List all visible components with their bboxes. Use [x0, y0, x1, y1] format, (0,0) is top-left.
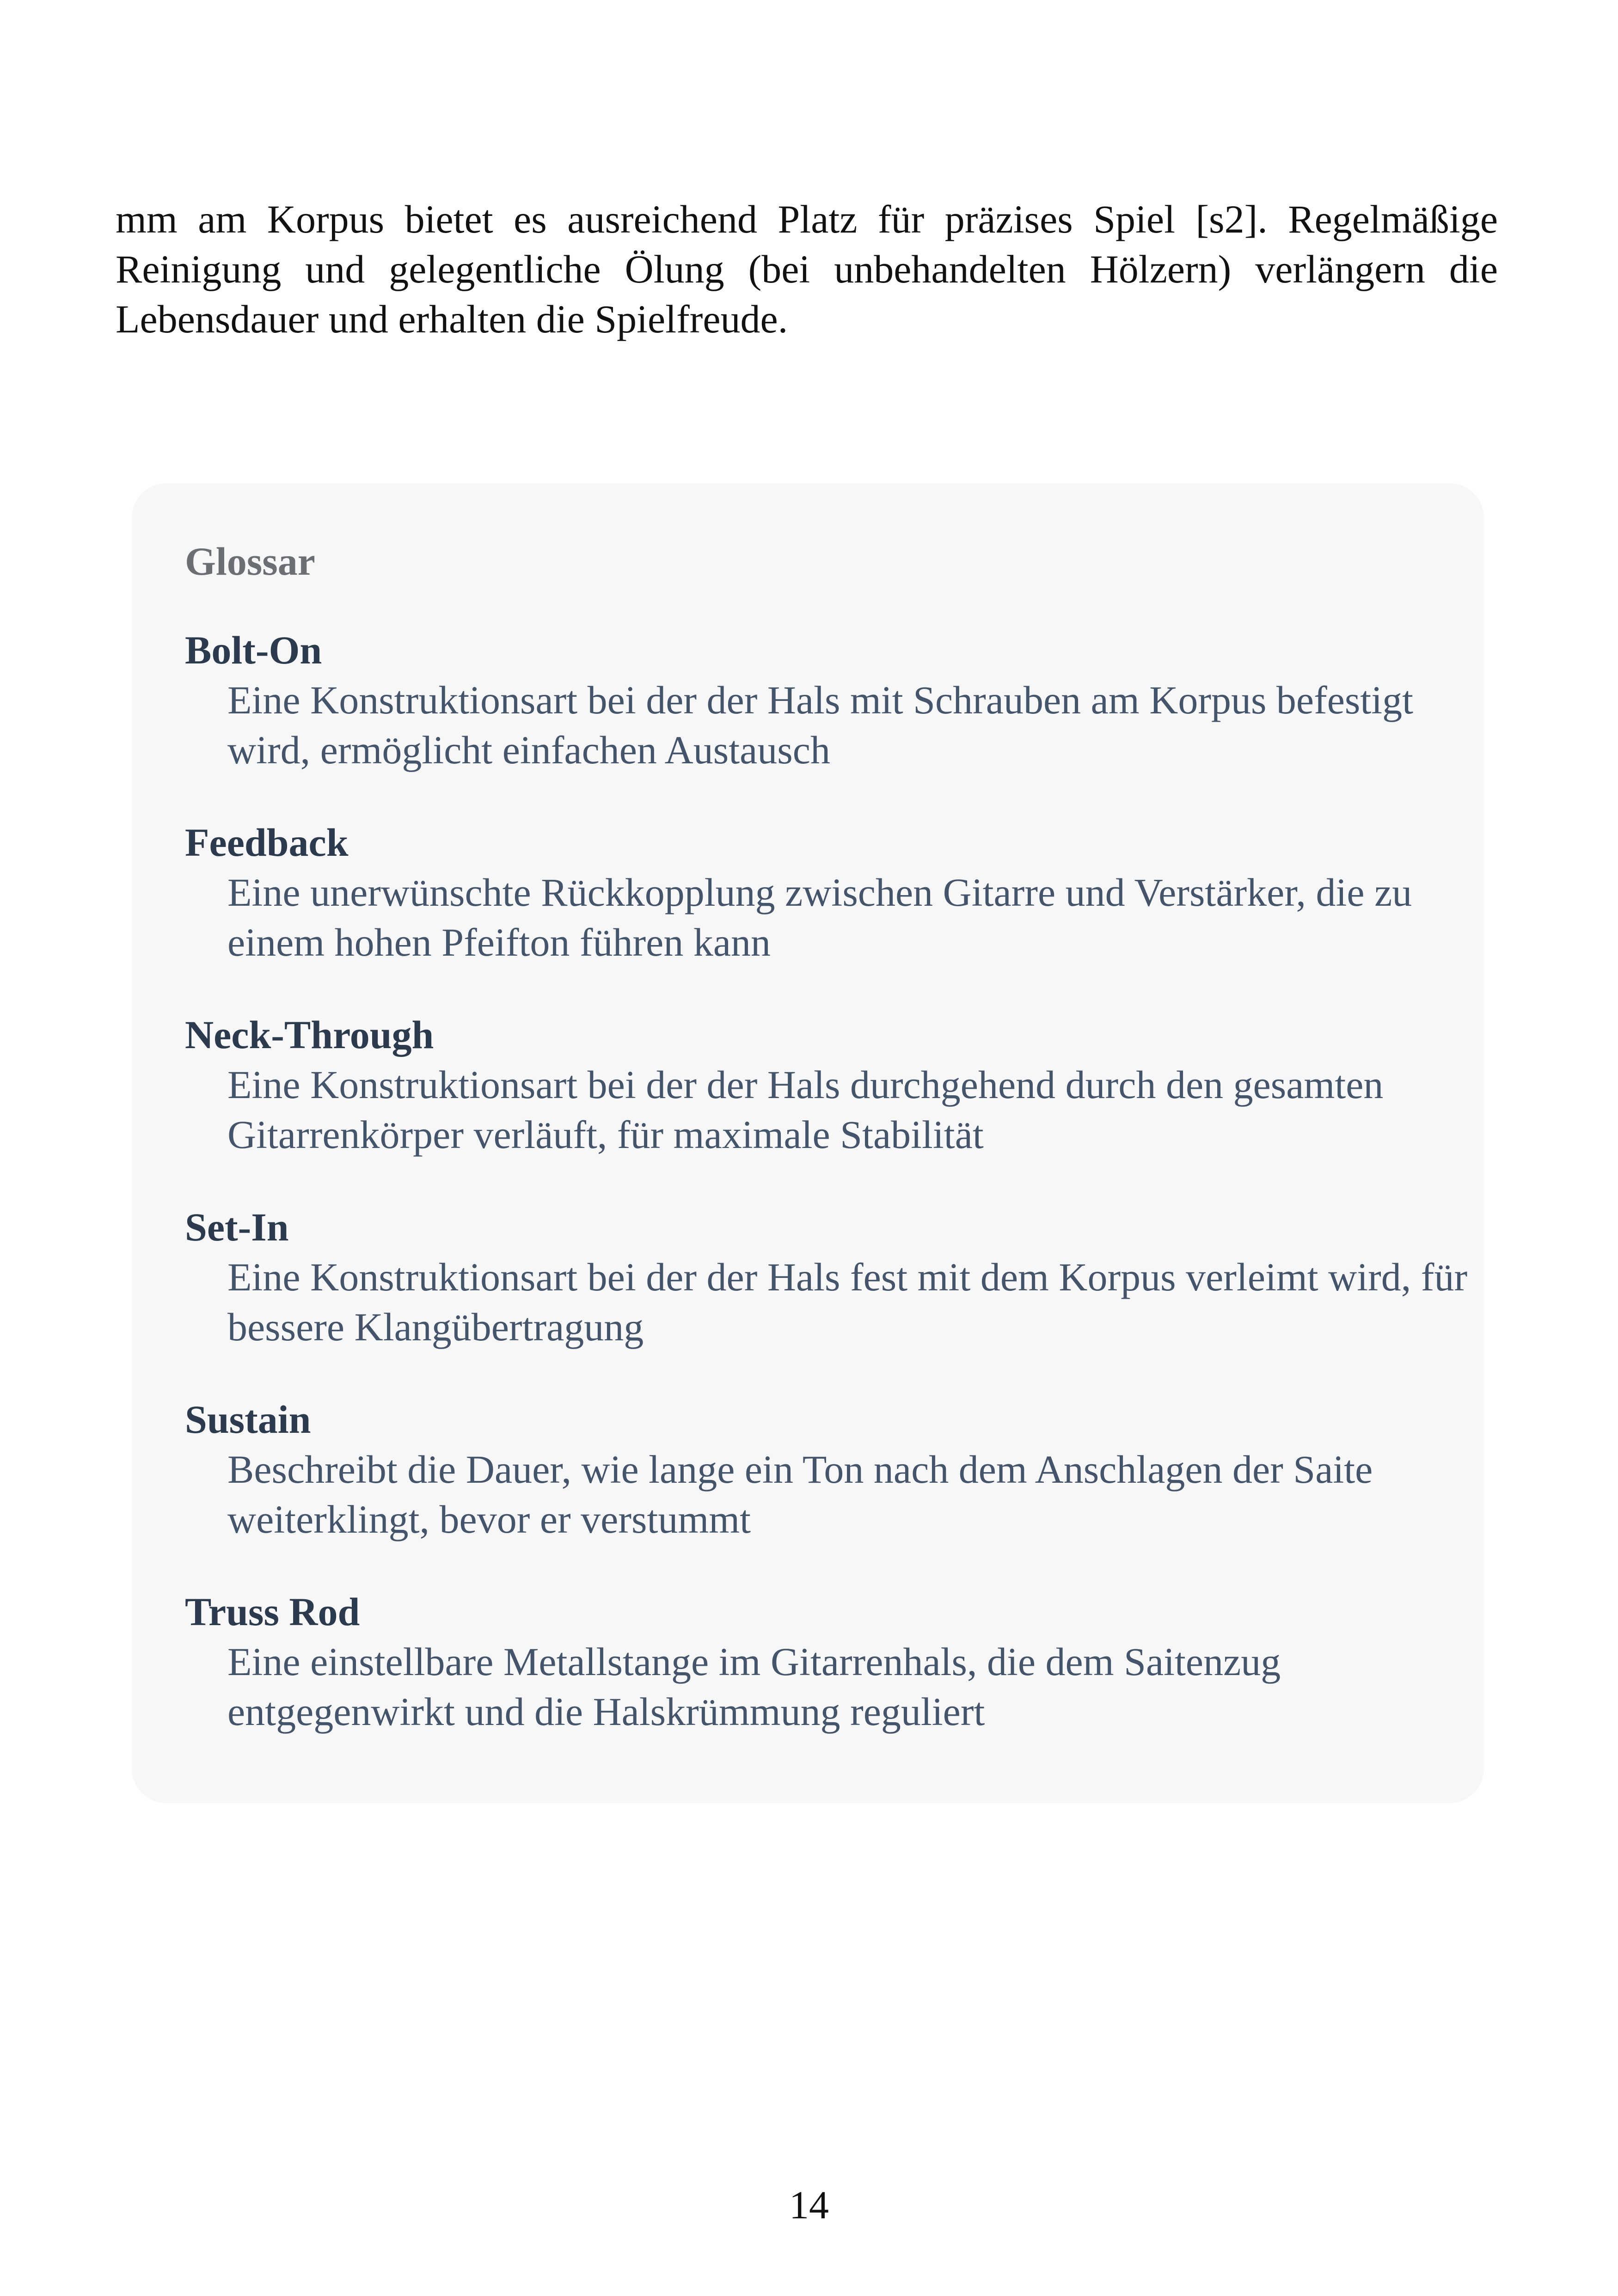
glossary-term: Bolt-On — [185, 628, 322, 672]
glossary-term: Feedback — [185, 820, 349, 865]
page-number: 14 — [789, 2183, 829, 2227]
glossary-entry — [185, 1010, 1470, 1160]
glossary-entry — [185, 625, 1470, 775]
glossary-definition: Eine einstellbare Metallstange im Gitarrenhals, die dem Saitenzug entgegenwirkt und die Halskrümmung reguliert — [227, 1639, 1281, 1734]
glossary-entry — [185, 1202, 1470, 1352]
glossary-term: Sustain — [185, 1397, 311, 1442]
glossary-definition: Eine Konstruktionsart bei der der Hals mit Schrauben am Korpus befestigt wird, ermöglicht einfachen Austausch — [227, 678, 1414, 772]
glossary-definition: Beschreibt die Dauer, wie lange ein Ton nach dem Anschlagen der Saite weiterklingt, bevor er verstummt — [227, 1447, 1373, 1541]
glossary-definition: Eine unerwünschte Rückkopplung zwischen Gitarre und Verstärker, die zu einem hohen Pfeifton führen kann — [227, 870, 1412, 964]
body-paragraph: mm am Korpus bietet es ausreichend Platz für präzises Spiel [s2]. Regelmäßige Reinigung und gelegentliche Ölung (bei unbehandelten Hölzern) verlängern die Lebensdauer und erhalten die Spielfreude. — [116, 197, 1498, 341]
glossary-list — [185, 625, 1470, 1779]
glossary-term: Set-In — [185, 1205, 289, 1249]
glossary-term: Truss Rod — [185, 1590, 360, 1634]
glossary-definition: Eine Konstruktionsart bei der der Hals fest mit dem Korpus verleimt wird, für bessere Klangübertragung — [227, 1255, 1468, 1349]
glossary-term: Neck-Through — [185, 1013, 434, 1057]
glossary-entry — [185, 1587, 1470, 1737]
glossary-entry — [185, 1394, 1470, 1544]
glossary-title: Glossar — [185, 539, 315, 583]
glossary-entry — [185, 817, 1470, 967]
glossary-definition: Eine Konstruktionsart bei der der Hals durchgehend durch den gesamten Gitarrenkörper verläuft, für maximale Stabilität — [227, 1062, 1384, 1157]
